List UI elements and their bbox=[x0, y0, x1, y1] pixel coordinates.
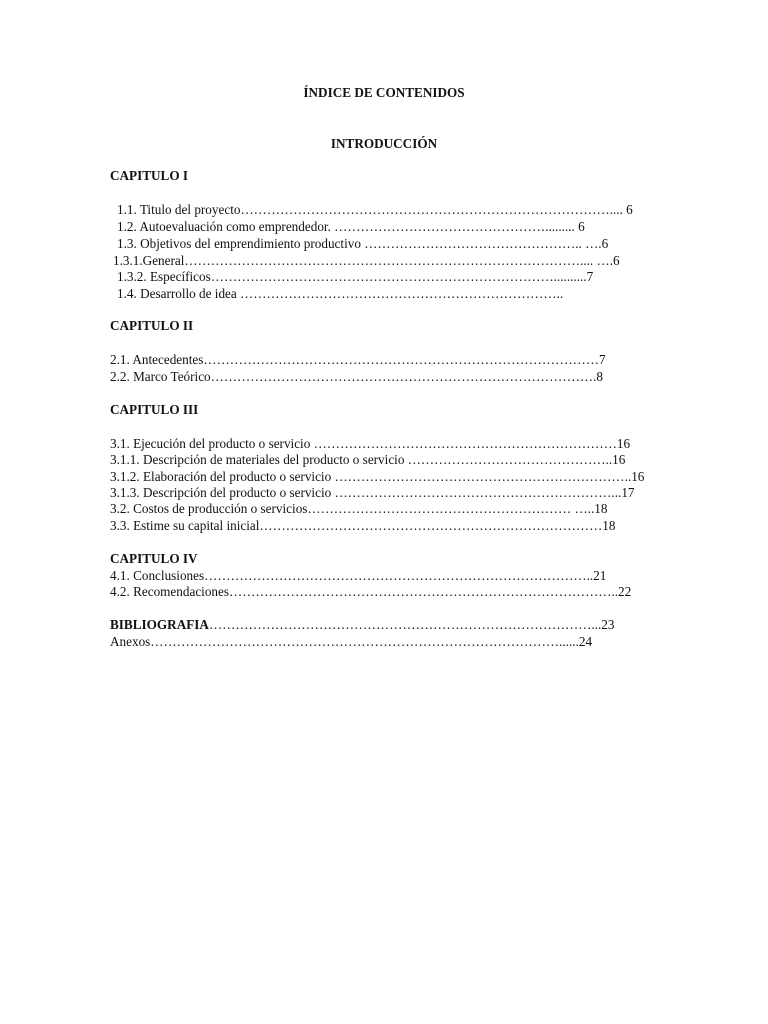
toc-entry: 3.1.3. Descripción del producto o servicio ………………………………………………………...17 bbox=[110, 485, 635, 500]
toc-entry: 4.2. Recomendaciones……………………………………………………………………………..22 bbox=[110, 584, 632, 599]
document-title: ÍNDICE DE CONTENIDOS bbox=[303, 85, 465, 100]
toc-entry: 1.3.2. Específicos……………………………………………………………………..........7 bbox=[117, 269, 594, 284]
introduction-heading: INTRODUCCIÓN bbox=[330, 136, 438, 151]
toc-entry: 3.2. Costos de producción o servicios…………………………………………………… …..18 bbox=[110, 501, 608, 516]
bibliography-leader: ……………………………………………………………………………...23 bbox=[208, 617, 615, 632]
chapter-heading: CAPITULO I bbox=[110, 168, 189, 183]
toc-entry: 4.1. Conclusiones……………………………………………………………………………..21 bbox=[110, 568, 607, 583]
toc-entry: 3.1.1. Descripción de materiales del producto o servicio ………………………………………..16 bbox=[110, 452, 626, 467]
toc-entry: 2.2. Marco Teórico…………………………………………………………………………….8 bbox=[110, 369, 603, 384]
toc-entry: 3.1. Ejecución del producto o servicio ……………………………………………………………16 bbox=[110, 436, 631, 451]
toc-entry: 1.3.1.General……………………………………………………………………………….... ….6 bbox=[113, 253, 620, 268]
toc-entry: 2.1. Antecedentes………………………………………………………………………………7 bbox=[110, 352, 606, 367]
bibliography-entry bbox=[110, 617, 614, 633]
toc-entry: 1.3. Objetivos del emprendimiento productivo ………………………………………….. ….6 bbox=[117, 236, 609, 251]
toc-entry: 3.1.2. Elaboración del producto o servicio …………………………………………………………..16 bbox=[110, 469, 645, 484]
toc-entry: 1.4. Desarrollo de idea ……………………………………………………………….. bbox=[117, 286, 564, 301]
chapter-heading: CAPITULO II bbox=[110, 318, 194, 333]
chapter-heading: CAPITULO III bbox=[110, 402, 199, 417]
bibliography-label: BIBLIOGRAFIA bbox=[110, 617, 209, 632]
annexes-entry: Anexos…………………………………………………………………………………......24 bbox=[110, 634, 593, 649]
toc-entry: 1.2. Autoevaluación como emprendedor. …………………………………………......... 6 bbox=[117, 219, 585, 234]
toc-entry: 3.3. Estime su capital inicial……………………………………………………………………18 bbox=[110, 518, 616, 533]
toc-entry: 1.1. Titulo del proyecto………………………………………………………………………….... 6 bbox=[117, 202, 633, 217]
chapter-heading: CAPITULO IV bbox=[110, 551, 198, 566]
